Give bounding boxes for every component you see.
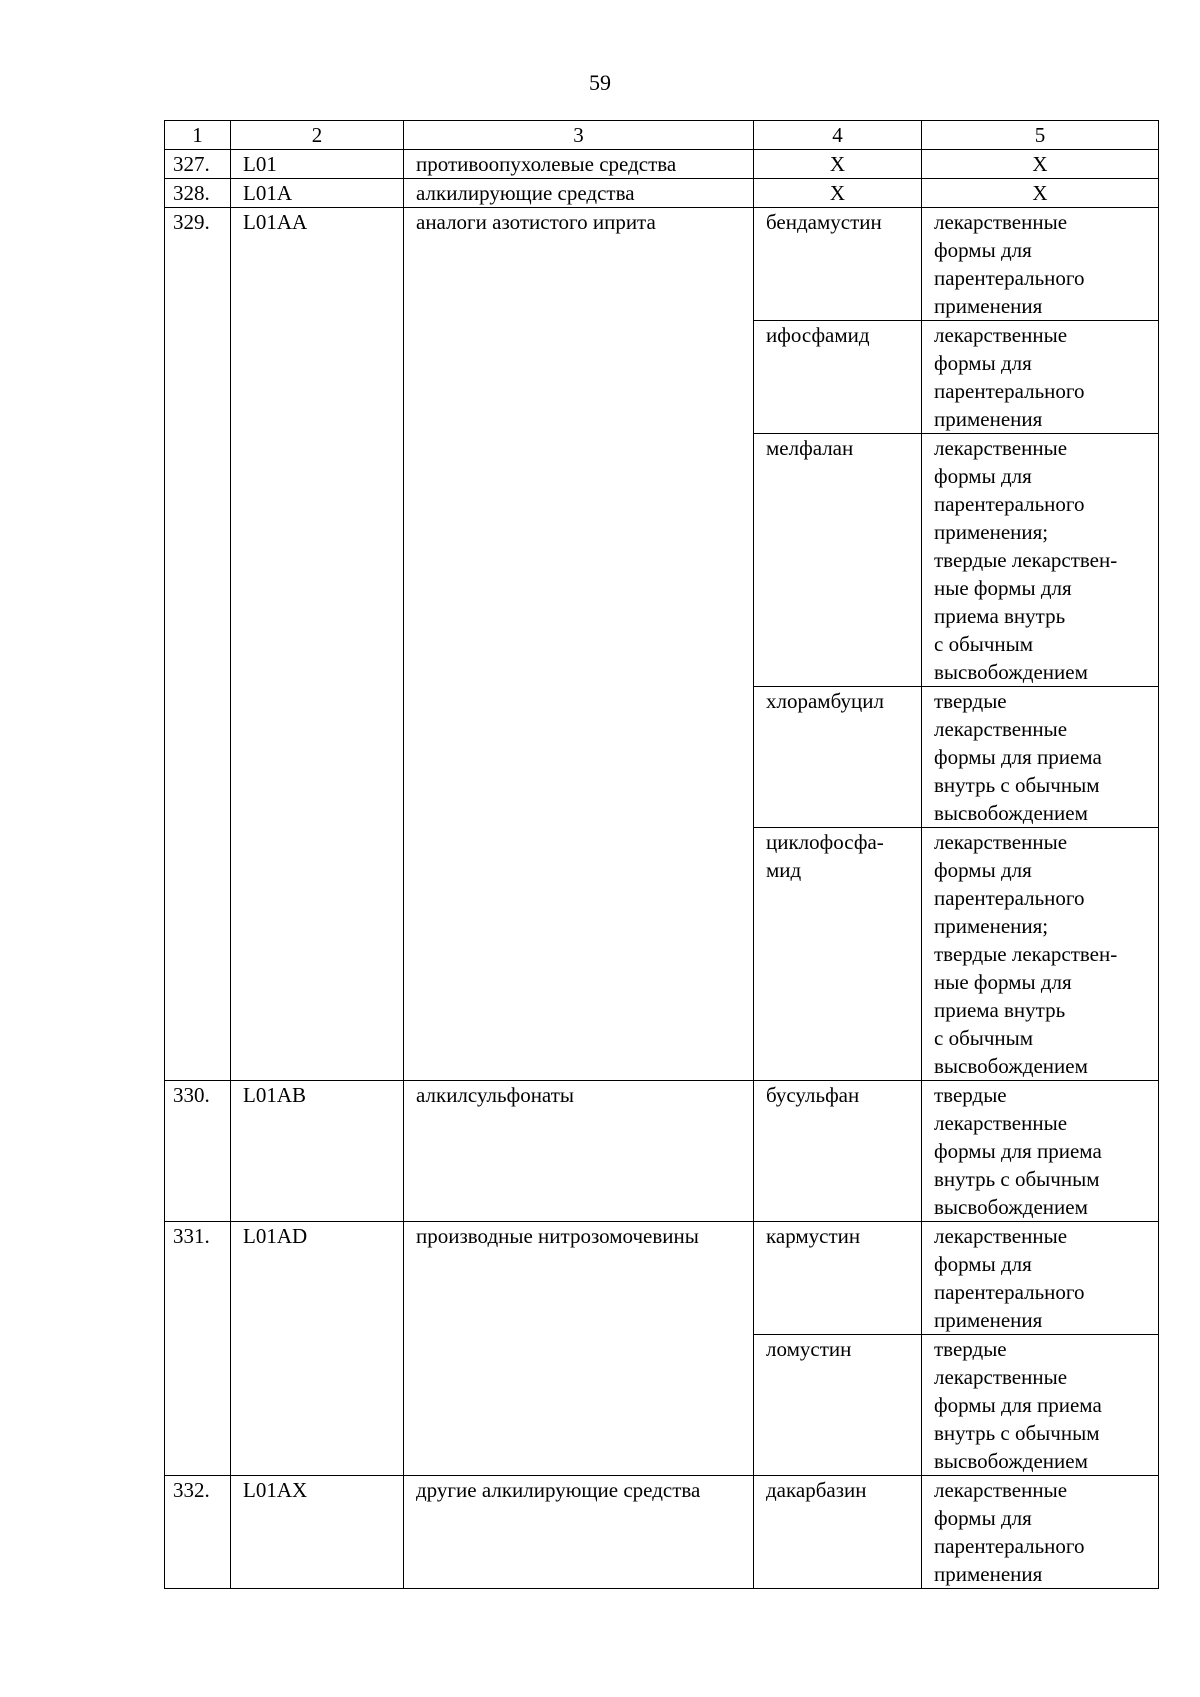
group-name-cell: алкилирующие средства — [404, 179, 754, 208]
dosage-form-line: применения; — [934, 520, 1049, 544]
dosage-form-cell — [922, 434, 1159, 687]
dosage-form-line: внутрь с обычным — [934, 1421, 1100, 1445]
dosage-form-line: твердые лекарствен- — [934, 942, 1118, 966]
dosage-form-line: лекарственные — [934, 1224, 1068, 1248]
dosage-form-cell — [922, 208, 1159, 321]
table-row — [165, 1222, 1159, 1335]
dosage-form-line: с обычным — [934, 1026, 1034, 1050]
dosage-form-line: ные формы для — [934, 970, 1072, 994]
dosage-form-line: высвобождением — [934, 1449, 1088, 1473]
dosage-form-line: парентерального — [934, 886, 1085, 910]
dosage-form-line: высвобождением — [934, 801, 1088, 825]
dosage-form-line: применения — [934, 1562, 1043, 1586]
table-row — [165, 179, 1159, 208]
atc-code-cell: L01AB — [231, 1081, 404, 1222]
header-cell-2: 2 — [231, 121, 404, 150]
drug-name-cell: циклофосфа- мид — [754, 828, 922, 1081]
group-name-cell: аналоги азотистого иприта — [404, 208, 754, 1081]
drug-name-cell: X — [754, 150, 922, 179]
dosage-form-line: лекарственные — [934, 323, 1068, 347]
header-cell-3: 3 — [404, 121, 754, 150]
dosage-form-line: парентерального — [934, 1534, 1085, 1558]
drug-name-cell: X — [754, 179, 922, 208]
row-number-cell: 328. — [165, 179, 231, 208]
dosage-form-cell — [922, 1476, 1159, 1589]
table-row — [165, 1081, 1159, 1222]
dosage-form-line: формы для — [934, 464, 1032, 488]
dosage-form-cell — [922, 321, 1159, 434]
drug-name-cell: кармустин — [754, 1222, 922, 1335]
header-cell-4: 4 — [754, 121, 922, 150]
dosage-form-line: твердые — [934, 689, 1007, 713]
atc-code-cell: L01 — [231, 150, 404, 179]
dosage-form-line: формы для — [934, 1506, 1032, 1530]
dosage-form-cell — [922, 150, 1159, 179]
dosage-form-line: X — [1032, 152, 1048, 176]
dosage-form-line: лекарственные — [934, 830, 1068, 854]
dosage-form-line: формы для — [934, 858, 1032, 882]
dosage-form-line: внутрь с обычным — [934, 1167, 1100, 1191]
dosage-form-line: парентерального — [934, 379, 1085, 403]
drug-name-cell: бусульфан — [754, 1081, 922, 1222]
dosage-form-line: ные формы для — [934, 576, 1072, 600]
dosage-form-line: формы для — [934, 238, 1032, 262]
dosage-form-line: применения — [934, 294, 1043, 318]
group-name-cell: другие алкилирующие средства — [404, 1476, 754, 1589]
dosage-form-line: лекарственные — [934, 1111, 1068, 1135]
dosage-form-line: формы для — [934, 351, 1032, 375]
table-row — [165, 1476, 1159, 1589]
header-cell-5: 5 — [922, 121, 1159, 150]
drug-name-cell: хлорамбуцил — [754, 687, 922, 828]
dosage-form-line: лекарственные — [934, 717, 1068, 741]
dosage-form-line: X — [1032, 181, 1048, 205]
dosage-form-line: внутрь с обычным — [934, 773, 1100, 797]
table-row — [165, 150, 1159, 179]
drug-name-cell: дакарбазин — [754, 1476, 922, 1589]
dosage-form-line: высвобождением — [934, 1054, 1088, 1078]
dosage-form-line: применения — [934, 1308, 1043, 1332]
dosage-form-cell — [922, 1222, 1159, 1335]
dosage-form-line: парентерального — [934, 266, 1085, 290]
group-name-cell: алкилсульфонаты — [404, 1081, 754, 1222]
dosage-form-line: формы для приема — [934, 1393, 1102, 1417]
dosage-form-line: применения — [934, 407, 1043, 431]
group-name-cell: производные нитрозомочевины — [404, 1222, 754, 1476]
table-row — [165, 208, 1159, 321]
dosage-form-line: лекарственные — [934, 1365, 1068, 1389]
dosage-form-line: лекарственные — [934, 436, 1068, 460]
dosage-form-line: лекарственные — [934, 1478, 1068, 1502]
row-number-cell: 329. — [165, 208, 231, 1081]
dosage-form-line: высвобождением — [934, 1195, 1088, 1219]
dosage-form-line: твердые — [934, 1083, 1007, 1107]
dosage-form-line: приема внутрь — [934, 604, 1066, 628]
header-cell-1: 1 — [165, 121, 231, 150]
drug-name-cell: бендамустин — [754, 208, 922, 321]
dosage-form-cell — [922, 179, 1159, 208]
dosage-form-line: с обычным — [934, 632, 1034, 656]
row-number-cell: 332. — [165, 1476, 231, 1589]
header-row — [165, 121, 1159, 150]
atc-code-cell: L01AD — [231, 1222, 404, 1476]
group-name-cell: противоопухолевые средства — [404, 150, 754, 179]
atc-code-cell: L01AX — [231, 1476, 404, 1589]
dosage-form-line: приема внутрь — [934, 998, 1066, 1022]
table-body — [165, 121, 1159, 1589]
row-number-cell: 327. — [165, 150, 231, 179]
dosage-form-line: лекарственные — [934, 210, 1068, 234]
drug-name-cell: мелфалан — [754, 434, 922, 687]
dosage-form-line: твердые — [934, 1337, 1007, 1361]
row-number-cell: 330. — [165, 1081, 231, 1222]
dosage-form-line: парентерального — [934, 492, 1085, 516]
drug-name-cell: ломустин — [754, 1335, 922, 1476]
dosage-form-line: твердые лекарствен- — [934, 548, 1118, 572]
dosage-form-line: высвобождением — [934, 660, 1088, 684]
page-number: 59 — [589, 70, 611, 95]
dosage-form-line: парентерального — [934, 1280, 1085, 1304]
atc-code-cell: L01A — [231, 179, 404, 208]
drug-name-cell: ифосфамид — [754, 321, 922, 434]
dosage-form-line: формы для приема — [934, 1139, 1102, 1163]
row-number-cell: 331. — [165, 1222, 231, 1476]
medication-table — [164, 120, 1159, 1589]
dosage-form-line: формы для приема — [934, 745, 1102, 769]
dosage-form-cell — [922, 828, 1159, 1081]
dosage-form-line: применения; — [934, 914, 1049, 938]
dosage-form-cell — [922, 1081, 1159, 1222]
dosage-form-cell — [922, 1335, 1159, 1476]
atc-code-cell: L01AA — [231, 208, 404, 1081]
dosage-form-cell — [922, 687, 1159, 828]
dosage-form-line: формы для — [934, 1252, 1032, 1276]
